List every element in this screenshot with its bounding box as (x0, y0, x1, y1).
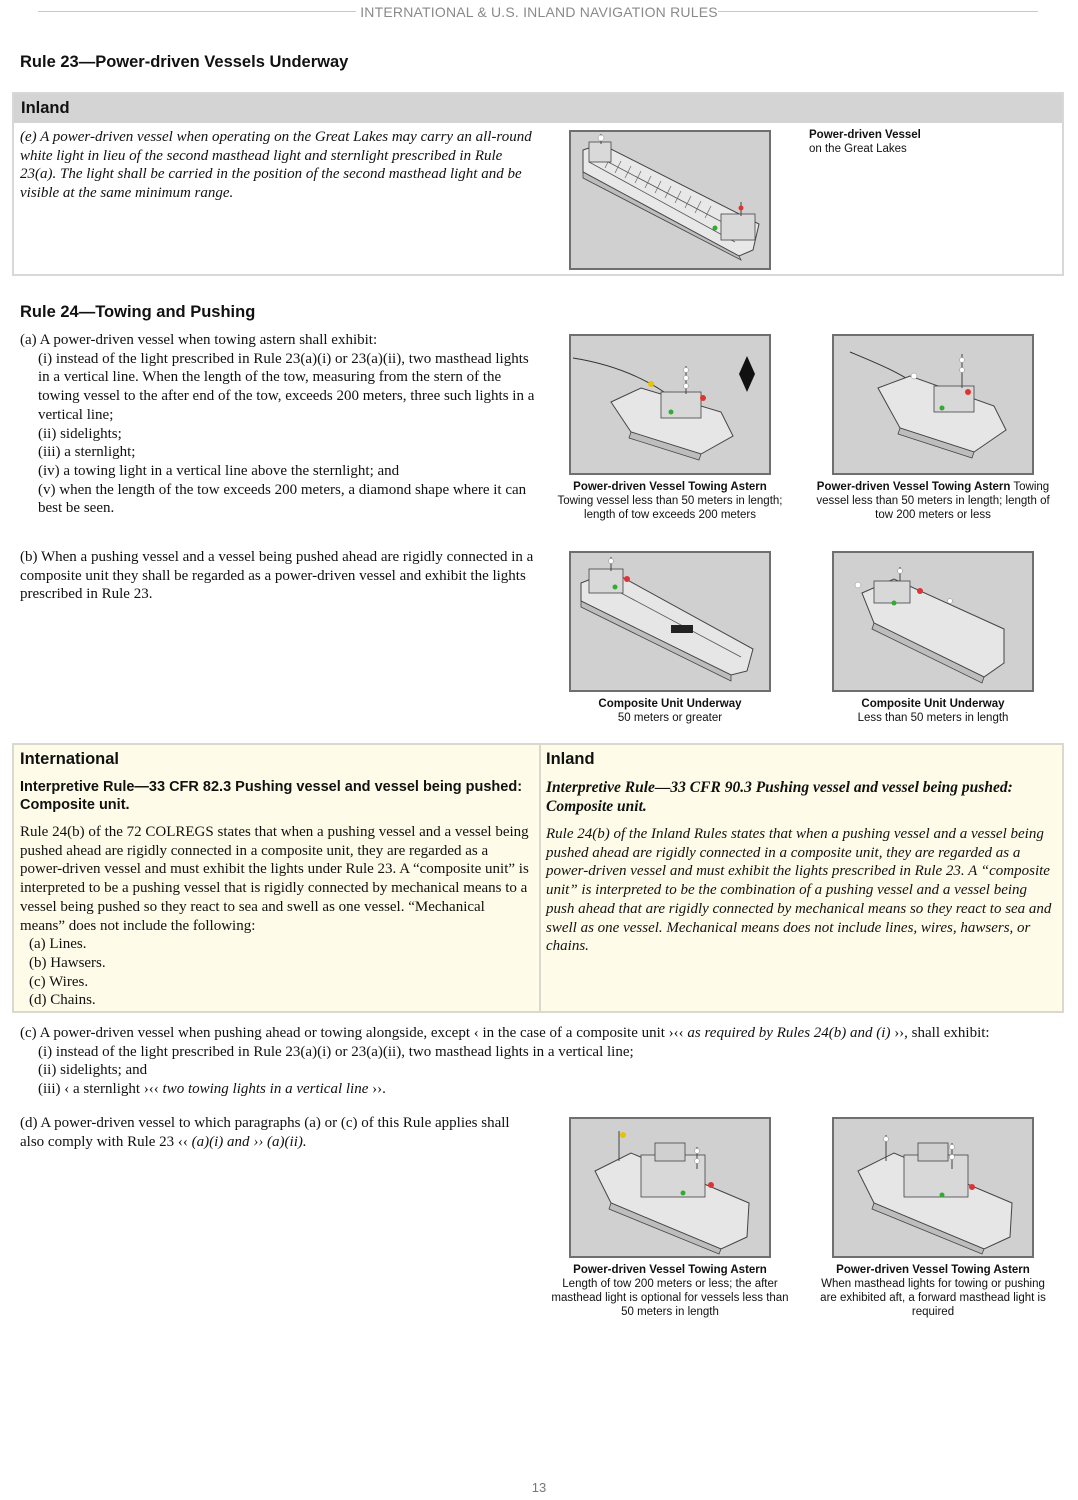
great-lakes-vessel-illustration (571, 132, 769, 268)
rule24d-inland-insert: (a)(i) and ›› (a)(ii). (191, 1133, 307, 1150)
tug-a-illustration (571, 1119, 769, 1256)
rule23e-text: (e) A power-driven vessel when operating on the Great Lakes may carry an all-round white light in lieu of the second masthead light and sternlight prescribed in Rule 23(a). The light shall be carried in the position of the second masthead light and be visible at the same minimum range. (20, 129, 532, 202)
figure-caption-title: Power-driven Vessel Towing Astern (816, 481, 1011, 493)
towing-astern-tug-b-figure (832, 1117, 1034, 1258)
rule24-heading: Rule 24—Towing and Pushing (20, 303, 256, 321)
composite-large-illustration (571, 553, 769, 690)
page-number: 13 (531, 1480, 547, 1495)
rule24c-item-i: (i) instead of the light prescribed in Rule 23(a)(i) or 23(a)(ii), two masthead lights in a vertical line; (38, 1043, 634, 1060)
rule24c-item-iii (20, 1080, 1060, 1099)
great-lakes-vessel-figure (569, 130, 771, 270)
rule24a-item: (i) instead of the light prescribed in Rule 23(a)(i) or 23(a)(ii), two masthead lights in a vertical line. When the length of the tow, measuring from the stern of the towing vessel to the after end of the tow, exceeds 200 meters, three such lights in a vertical line; (38, 350, 535, 423)
towing-astern-short-caption (812, 480, 1054, 522)
figure-caption-sub: Less than 50 meters in length (857, 712, 1009, 724)
rule24c-item-ii: (ii) sidelights; and (38, 1062, 148, 1079)
exclusion-item: (d) Chains. (29, 992, 96, 1009)
rule24a-item: (iv) a towing light in a vertical line above the sternlight; and (38, 462, 400, 479)
rule24c-intro (20, 1024, 1060, 1043)
great-lakes-caption-sub: on the Great Lakes (809, 143, 907, 155)
rule24d-text-main: (d) A power-driven vessel to which paragraphs (a) or (c) of this Rule applies shall also comply with Rule 23 ‹‹ (20, 1115, 510, 1150)
composite-large-caption (569, 697, 771, 725)
rule24a-item: (v) when the length of the tow exceeds 200 meters, a diamond shape where it can best be seen. (38, 481, 527, 517)
rule24a-block (20, 331, 535, 518)
rule24a-intro: (a) A power-driven vessel when towing astern shall exhibit: (20, 332, 378, 348)
rule23-heading: Rule 23—Power-driven Vessels Underway (20, 53, 349, 71)
rule24c-intro-end: ››, shall exhibit: (890, 1025, 990, 1041)
column-divider (539, 745, 541, 1011)
figure-caption-title: Power-driven Vessel Towing Astern (836, 1264, 1030, 1276)
towing-astern-tug-a-figure (569, 1117, 771, 1258)
exclusion-item: (a) Lines. (29, 936, 87, 953)
towing-astern-tug-a-caption (544, 1263, 796, 1319)
rule24b-text: (b) When a pushing vessel and a vessel being pushed ahead are rigidly connected in a composite unit they shall be regarded as a power-driven vessel and exhibit the lights prescribed in Rule 23. (20, 549, 534, 603)
inland-column-label: Inland (546, 750, 595, 768)
figure-caption-title: Power-driven Vessel Towing Astern (573, 481, 767, 493)
exclusion-item: (b) Hawsers. (29, 954, 106, 971)
figure-caption-title: Composite Unit Underway (598, 698, 742, 710)
inland-rule-title: Interpretive Rule—33 CFR 90.3 Pushing vessel and vessel being pushed: Composite unit. (546, 779, 1013, 815)
inland-column (546, 750, 1056, 1011)
rule24c-item-iii-insert: two towing lights in a vertical line (162, 1081, 369, 1098)
rule24a-item: (iii) a sternlight; (38, 444, 136, 461)
great-lakes-caption (809, 128, 1009, 156)
figure-caption-sub: 50 meters or greater (617, 712, 723, 724)
rule24a-item: (ii) sidelights; (38, 425, 122, 442)
figure-caption-sub: Towing vessel less than 50 meters in length; length of tow 200 meters or less (816, 481, 1050, 521)
interpretive-rules-box (12, 743, 1064, 1013)
international-rule-title: Interpretive Rule—33 CFR 82.3 Pushing vessel and vessel being pushed: Composite unit. (20, 779, 523, 813)
figure-caption-sub: Length of tow 200 meters or less; the after masthead light is optional for vessels less than 50 meters in length (551, 1278, 789, 1318)
tug-towing-short-illustration (834, 336, 1032, 473)
figure-caption-title: Power-driven Vessel Towing Astern (573, 1264, 767, 1276)
towing-astern-long-figure (569, 334, 771, 475)
international-rule-body: Rule 24(b) of the 72 COLREGS states that when a pushing vessel and a vessel being pushed ahead are rigidly connected in a composite unit, they are regarded as a power-driven vessel and must exhibit the lights under Rule 23. A “composite unit” is interpreted to be a pushing vessel that is rigidly connected by mechanical means to a vessel being pushed so they react to sea and swell as one vessel. “Mechanical means” does not include the following: (20, 824, 529, 934)
inland-header-bar (14, 94, 1062, 123)
inland-label: Inland (21, 99, 70, 117)
towing-astern-short-figure (832, 334, 1034, 475)
rule24d-text (20, 1114, 525, 1151)
rule24c-intro-text: (c) A power-driven vessel when pushing ahead or towing alongside, except ‹ in the case of a composite unit ›‹‹ (20, 1025, 688, 1041)
tug-towing-long-illustration (571, 336, 769, 473)
rule24c-block (20, 1024, 1060, 1099)
international-column (20, 750, 530, 1011)
composite-small-caption (832, 697, 1034, 725)
exclusion-item: (c) Wires. (29, 973, 89, 990)
figure-caption-title: Composite Unit Underway (861, 698, 1005, 710)
towing-astern-tug-b-caption (812, 1263, 1054, 1319)
great-lakes-caption-title: Power-driven Vessel (809, 129, 921, 141)
tug-b-illustration (834, 1119, 1032, 1256)
international-label: International (20, 750, 120, 768)
rule24c-item-iii-end: ››. (368, 1081, 386, 1098)
rule24c-inland-insert: as required by Rules 24(b) and (i) (687, 1025, 891, 1041)
composite-large-figure (569, 551, 771, 692)
composite-small-illustration (834, 553, 1032, 690)
composite-small-figure (832, 551, 1034, 692)
figure-caption-sub: Towing vessel less than 50 meters in length; length of tow exceeds 200 meters (557, 495, 783, 521)
running-header: INTERNATIONAL & U.S. INLAND NAVIGATION RULES (360, 4, 718, 20)
towing-astern-long-caption (557, 480, 783, 522)
figure-caption-sub: When masthead lights for towing or pushing are exhibited aft, a forward masthead light is required (820, 1278, 1046, 1318)
inland-rule-body: Rule 24(b) of the Inland Rules states that when a pushing vessel and a vessel being pushed ahead are rigidly connected in a composite unit, they are regarded as a power-driven vessel and must exhibit the lights prescribed in Rule 23. A “composite unit” is interpreted to be the combination of a pushing vessel and a vessel being push ahead that are rigidly connected by mechanical means so they react to sea and swell as one vessel. Mechanical means does not include lines, wires, hawsers, or chains. (546, 826, 1052, 955)
rule24c-item-iii-text: (iii) ‹ a sternlight ›‹‹ (38, 1081, 163, 1098)
